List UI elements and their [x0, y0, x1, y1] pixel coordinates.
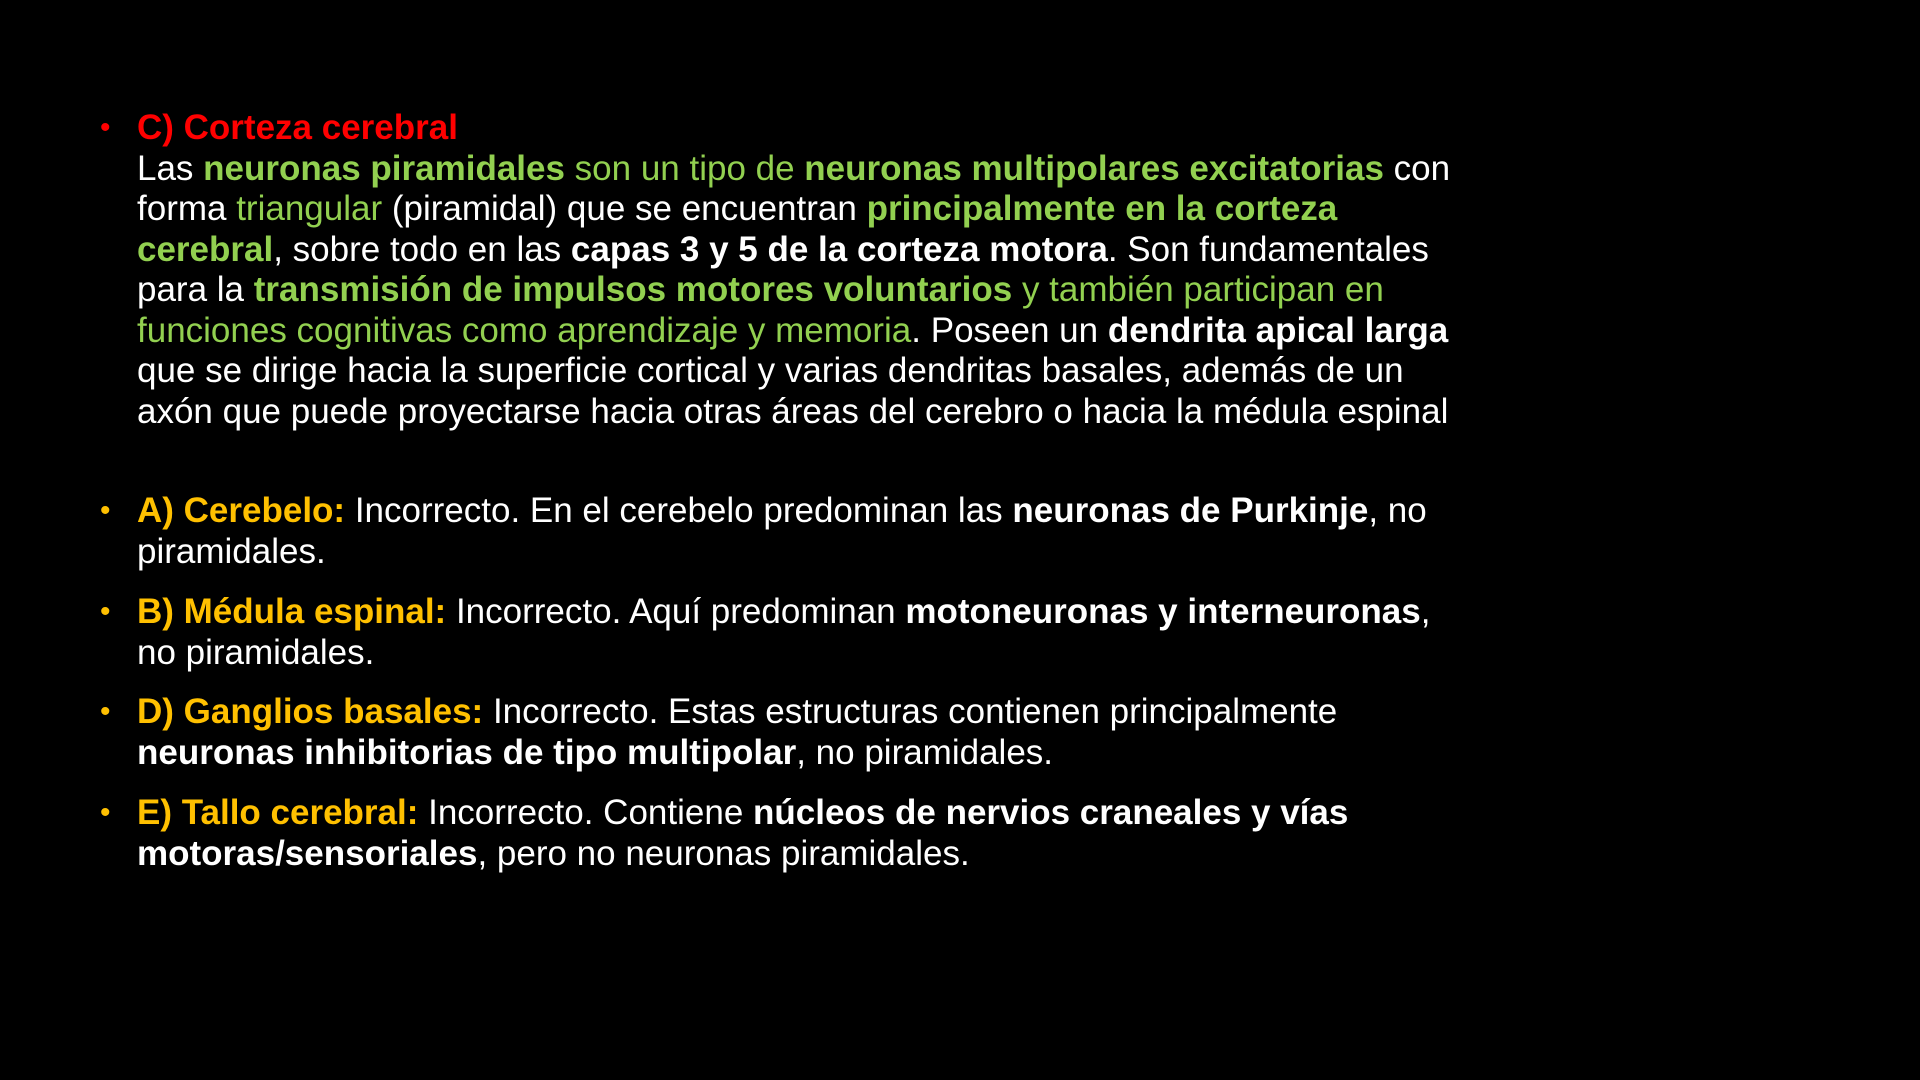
text-segment: núcleos de nervios craneales y vías [753, 793, 1349, 832]
text-line [137, 793, 1900, 834]
text-segment: capas 3 y 5 de la corteza motora [570, 229, 1108, 269]
text-segment: , [1420, 592, 1431, 631]
text-segment: triangular [236, 189, 383, 228]
bullet-icon: • [100, 494, 111, 527]
text-segment: y también participan en [1012, 270, 1384, 309]
text-segment: cerebral [137, 229, 274, 269]
answer-incorrect-a [100, 491, 1900, 572]
text-line [137, 230, 1900, 271]
text-segment: Incorrecto. En el cerebelo predominan las [345, 491, 1013, 530]
text-line [137, 311, 1900, 352]
text-segment: neuronas inhibitorias de tipo multipolar [137, 732, 797, 772]
text-line [137, 633, 1900, 674]
text-line [137, 834, 1900, 875]
text-segment: piramidales. [137, 531, 326, 571]
text-line [137, 532, 1900, 573]
bullet-icon: • [100, 595, 111, 628]
text-segment: Incorrecto. Estas estructuras contienen principalmente [483, 692, 1338, 731]
text-line [137, 270, 1900, 311]
text-segment: . Poseen un [911, 310, 1108, 350]
option-label: C) Corteza cerebral [137, 108, 458, 147]
text-segment: con [1383, 148, 1451, 188]
answer-incorrect-d [100, 692, 1900, 773]
text-segment: Las [137, 148, 204, 188]
bullet-text [137, 692, 1900, 773]
option-label: D) Ganglios basales: [137, 692, 484, 731]
text-segment: (piramidal) que se encuentran [382, 189, 867, 228]
text-segment: motoneuronas y interneuronas [905, 592, 1421, 631]
text-segment: que se dirige hacia la superficie cortical y varias dendritas basales, además de un [137, 351, 1404, 390]
text-segment: , pero no neuronas piramidales. [477, 833, 970, 873]
text-line [137, 592, 1900, 633]
answer-correct-c [100, 108, 1900, 432]
bullet-icon: • [100, 111, 111, 144]
text-line [137, 189, 1900, 230]
text-line [137, 692, 1900, 733]
option-label: E) Tallo cerebral: [137, 793, 419, 832]
text-line [137, 351, 1900, 392]
text-segment: para la [137, 270, 254, 309]
text-line [137, 733, 1900, 774]
text-segment: principalmente en la corteza [866, 189, 1338, 228]
answer-incorrect-b [100, 592, 1900, 673]
text-segment: axón que puede proyectarse hacia otras áreas del cerebro o hacia la médula espinal [137, 391, 1449, 431]
text-segment: neuronas de Purkinje [1012, 491, 1369, 530]
bullet-text [137, 108, 1900, 432]
text-segment: Incorrecto. Aquí predominan [446, 592, 906, 631]
text-segment: , sobre todo en las [273, 229, 571, 269]
text-segment: forma [137, 189, 237, 228]
text-segment: neuronas piramidales [203, 148, 565, 188]
text-segment: dendrita apical larga [1107, 310, 1449, 350]
text-segment: . Son fundamentales [1107, 229, 1429, 269]
text-line [137, 149, 1900, 190]
text-segment: son un tipo de [564, 148, 805, 188]
text-segment: , no piramidales. [796, 732, 1054, 772]
option-label: A) Cerebelo: [137, 491, 346, 530]
bullet-text [137, 793, 1900, 874]
text-segment: Incorrecto. Contiene [418, 793, 754, 832]
bullet-text [137, 592, 1900, 673]
text-segment: transmisión de impulsos motores voluntarios [253, 270, 1013, 309]
text-segment: , no [1368, 491, 1427, 530]
option-label: B) Médula espinal: [137, 592, 447, 631]
text-segment: motoras/sensoriales [137, 833, 478, 873]
text-segment: neuronas multipolares excitatorias [804, 148, 1384, 188]
text-line [137, 491, 1900, 532]
bullet-icon: • [100, 796, 111, 829]
text-segment: funciones cognitivas como aprendizaje y memoria [137, 310, 912, 350]
text-line [137, 108, 1900, 149]
bullet-icon: • [100, 695, 111, 728]
answer-incorrect-e [100, 793, 1900, 874]
text-line [137, 392, 1900, 433]
text-segment: no piramidales. [137, 632, 375, 672]
bullet-text [137, 491, 1900, 572]
